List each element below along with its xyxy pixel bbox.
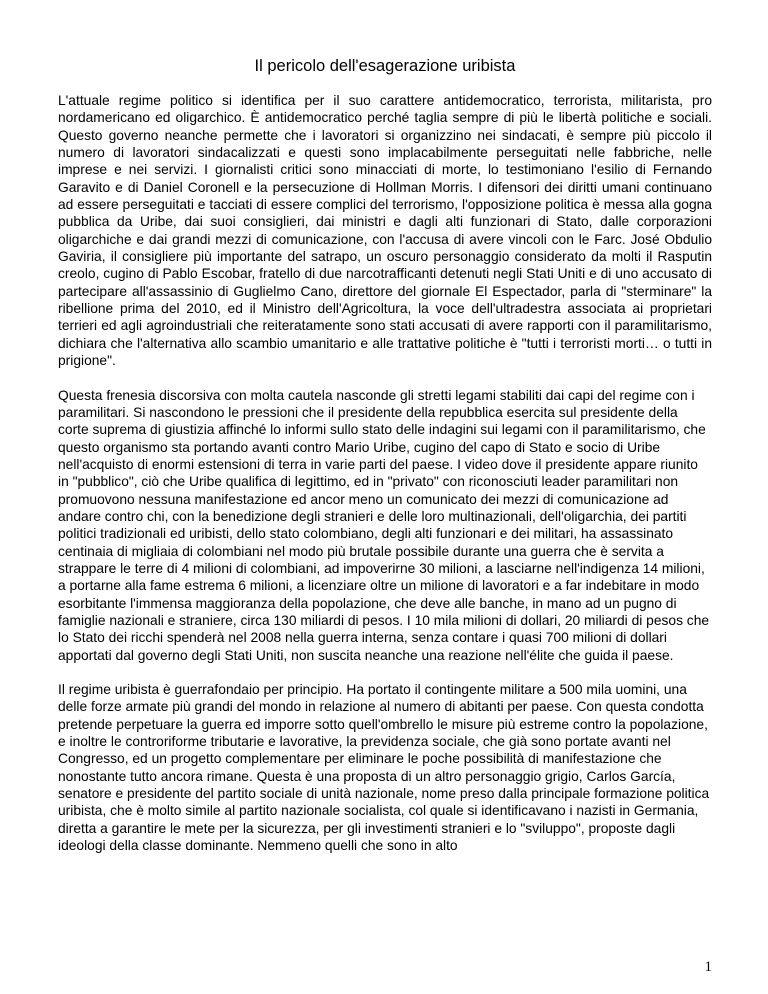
paragraph-2: Questa frenesia discorsiva con molta cautela nasconde gli stretti legami stabiliti dai capi del regime con i paramilitari. Si nascondono le pressioni che il presidente della repubblica esercita sul presidente della corte suprema di giustizia affinché lo informi sullo stato delle indagini sui legami con il paramilitarismo, che questo organismo sta portando avanti contro Mario Uribe, cugino del capo di Stato e socio di Uribe nell'acquisto di enormi estensioni di terra in varie parti del paese. I video dove il presidente appare riunito in "pubblico", ciò che Uribe qualifica di legittimo, ed in "privato" con riconosciuti leader paramilitari non promuovono nessuna manifestazione ed ancor meno un comunicato dei mezzi di comunicazione ad andare contro chi, con la benedizione degli stranieri e delle loro multinazionali, dell'oligarchia, dei partiti politici tradizionali ed uribisti, dello stato colombiano, degli alti funzionari e dei militari, ha assassinato centinaia di migliaia di colombiani nel modo più brutale possibile durante una guerra che è servita a strappare le terre di 4 milioni di colombiani, ad impoverirne 30 milioni, a lasciarne nell'indigenza 14 milioni, a portarne alla fame estrema 6 milioni, a licenziare oltre un milione di lavoratori e a far indebitare in modo esorbitante l'immensa maggioranza della popolazione, che deve alle banche, in mano ad un pugno di famiglie nazionali e straniere, circa 130 miliardi di pesos. I 10 mila milioni di dollari, 20 miliardi di pesos che lo Stato dei ricchi spenderà nel 2008 nella guerra interna, senza contare i quasi 700 milioni di dollari apportati dal governo degli Stati Uniti, non suscita neanche una reazione nell'élite che guida il paese.: [58, 387, 710, 663]
paragraph-1: L'attuale regime politico si identifica per il suo carattere antidemocratico, terrorista, militarista, pro nordamericano ed oligarchico. È antidemocratico perché taglia sempre di più le libertà politiche e sociali. Questo governo neanche permette che i lavoratori si organizzino nei sindacati, è sempre più piccolo il numero di lavoratori sindacalizzati e questi sono implacabilmente perseguitati nelle fabbriche, nelle imprese e nei servizi. I giornalisti critici sono minacciati di morte, lo testimoniano l'esilio di Fernando Garavito e di Daniel Coronell e la persecuzione di Hollman Morris. I difensori dei diritti umani continuano ad essere perseguitati e tacciati di essere complici del terrorismo, l'opposizione politica è messa alla gogna pubblica da Uribe, dai suoi consiglieri, dai ministri e dagli alti funzionari di Stato, dalle corporazioni oligarchiche e dai grandi mezzi di comunicazione, con l'accusa di avere vincoli con le Farc. José Obdulio Gaviria, il consigliere più importante del satrapo, un oscuro personaggio considerato da molti il Rasputin creolo, cugino di Pablo Escobar, fratello di due narcotrafficanti detenuti negli Stati Uniti e di uno accusato di partecipare all'assassinio di Guglielmo Cano, direttore del giornale El Espectador, parla di "sterminare" la ribellione prima del 2010, ed il Ministro dell'Agricoltura, la voce dell'ultradestra associata ai proprietari terrieri ed agli agroindustriali che reiteratamente sono stati accusati di avere rapporti con il paramilitarismo, dichiara che l'alternativa allo scambio umanitario e alle trattative politiche è "tutti i terroristi morti… o tutti in prigione".: [58, 93, 712, 369]
document-page: [58, 56, 712, 871]
document-title: Il pericolo dell'esagerazione uribista: [254, 57, 516, 75]
paragraph-3: Il regime uribista è guerrafondaio per principio. Ha portato il contingente militare a 500 mila uomini, una delle forze armate più grandi del mondo in relazione al numero di abitanti per paese. Con questa condotta pretende perpetuare la guerra ed imporre sotto quell'ombrello le misure più estreme contro la popolazione, e inoltre le controriforme tributarie e lavorative, la previdenza sociale, che già sono portate avanti nel Congresso, ed un progetto complementare per eliminare le poche possibilità di manifestazione che nonostante tutto ancora rimane. Questa è una proposta di un altro personaggio grigio, Carlos García, senatore e presidente del partito sociale di unità nazionale, nome preso dalla principale formazione politica uribista, che è molto simile al partito nazionale socialista, col quale si identificavano i nazisti in Germania, diretta a garantire le mete per la sicurezza, per gli investimenti stranieri e lo "sviluppo", proposte dagli ideologi della classe dominante. Nemmeno quelli che sono in alto: [58, 682, 710, 854]
page-number: 1: [704, 959, 712, 975]
